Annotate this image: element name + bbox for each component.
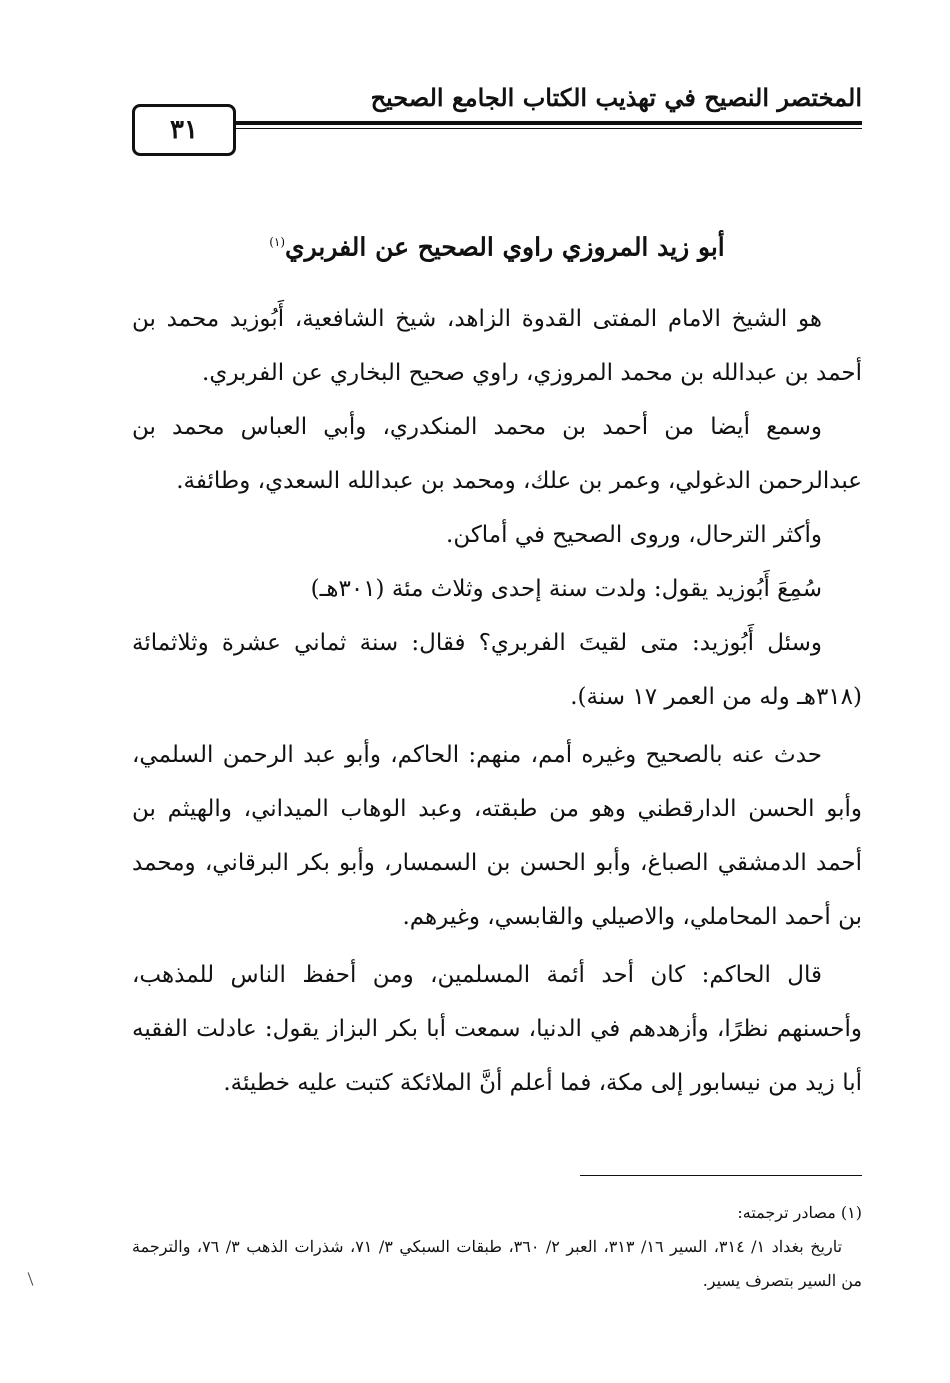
- paragraph: قال الحاكم: كان أحد أئمة المسلمين، ومن أحفظ الناس للمذهب، وأحسنهم نظرًا، وأزهدهم في الدنيا، سمعت أبا بكر البزاز يقول: عادلت الفقيه أبا زيد من نيسابور إلى مكة، فما أعلم أنَّ الملائكة كتبت عليه خطيئة.: [132, 962, 862, 1096]
- paragraph: وسمع أيضا من أحمد بن محمد المنكدري، وأبي العباس محمد بن عبدالرحمن الدغولي، وعمر بن علك، ومحمد بن عبدالله السعدي، وطائفة.: [132, 414, 862, 494]
- scan-edge-mark: [28, 1272, 34, 1285]
- page-number: ٣١: [170, 115, 198, 145]
- paragraph: وسئل أَبُوزيد: متى لقيتَ الفربري؟ فقال: سنة ثماني عشرة وثلاثمائة (٣١٨هـ وله من العمر ١٧ سنة).: [132, 630, 862, 710]
- footnote-text: تاريخ بغداد ١/ ٣١٤، السير ١٦/ ٣١٣، العبر ٢/ ٣٦٠، طبقات السبكي ٣/ ٧١، شذرات الذهب ٣/ ٧٦، والترجمة من السير بتصرف يسير.: [132, 1237, 862, 1290]
- footnote-separator: [580, 1175, 862, 1176]
- footnote-marker: (١): [269, 235, 286, 249]
- paragraph: سُمِعَ أَبُوزيد يقول: ولدت سنة إحدى وثلاث مئة (٣٠١هـ): [310, 576, 822, 602]
- header-rule-thin: [236, 128, 862, 129]
- body-text: [132, 292, 862, 1110]
- paragraph: هو الشيخ الامام المفتى القدوة الزاهد، شيخ الشافعية، أَبُوزيد محمد بن أحمد بن عبدالله بن محمد المروزي، راوي صحيح البخاري عن الفربري.: [132, 306, 862, 386]
- page-number-box: [132, 104, 236, 156]
- section-heading: [132, 222, 862, 267]
- running-title: المختصر النصيح في تهذيب الكتاب الجامع الصحيح: [370, 83, 862, 112]
- paragraph: حدث عنه بالصحيح وغيره أمم، منهم: الحاكم، وأبو عبد الرحمن السلمي، وأبو الحسن الدارقطني وهو من طبقته، وعبد الوهاب الميداني، والهيثم بن أحمد الدمشقي الصباغ، وأبو الحسن بن السمسار، وأبو بكر البرقاني، ومحمد بن أحمد المحاملي، والاصيلي والقابسي، وغيرهم.: [132, 742, 862, 930]
- footnotes: [132, 1196, 862, 1298]
- header-rule-thick: [236, 121, 862, 125]
- footnote-label: (١) مصادر ترجمته:: [737, 1203, 862, 1222]
- section-heading-text: أبو زيد المروزي راوي الصحيح عن الفربري: [285, 232, 725, 262]
- paragraph: وأكثر الترحال، وروى الصحيح في أماكن.: [446, 522, 822, 548]
